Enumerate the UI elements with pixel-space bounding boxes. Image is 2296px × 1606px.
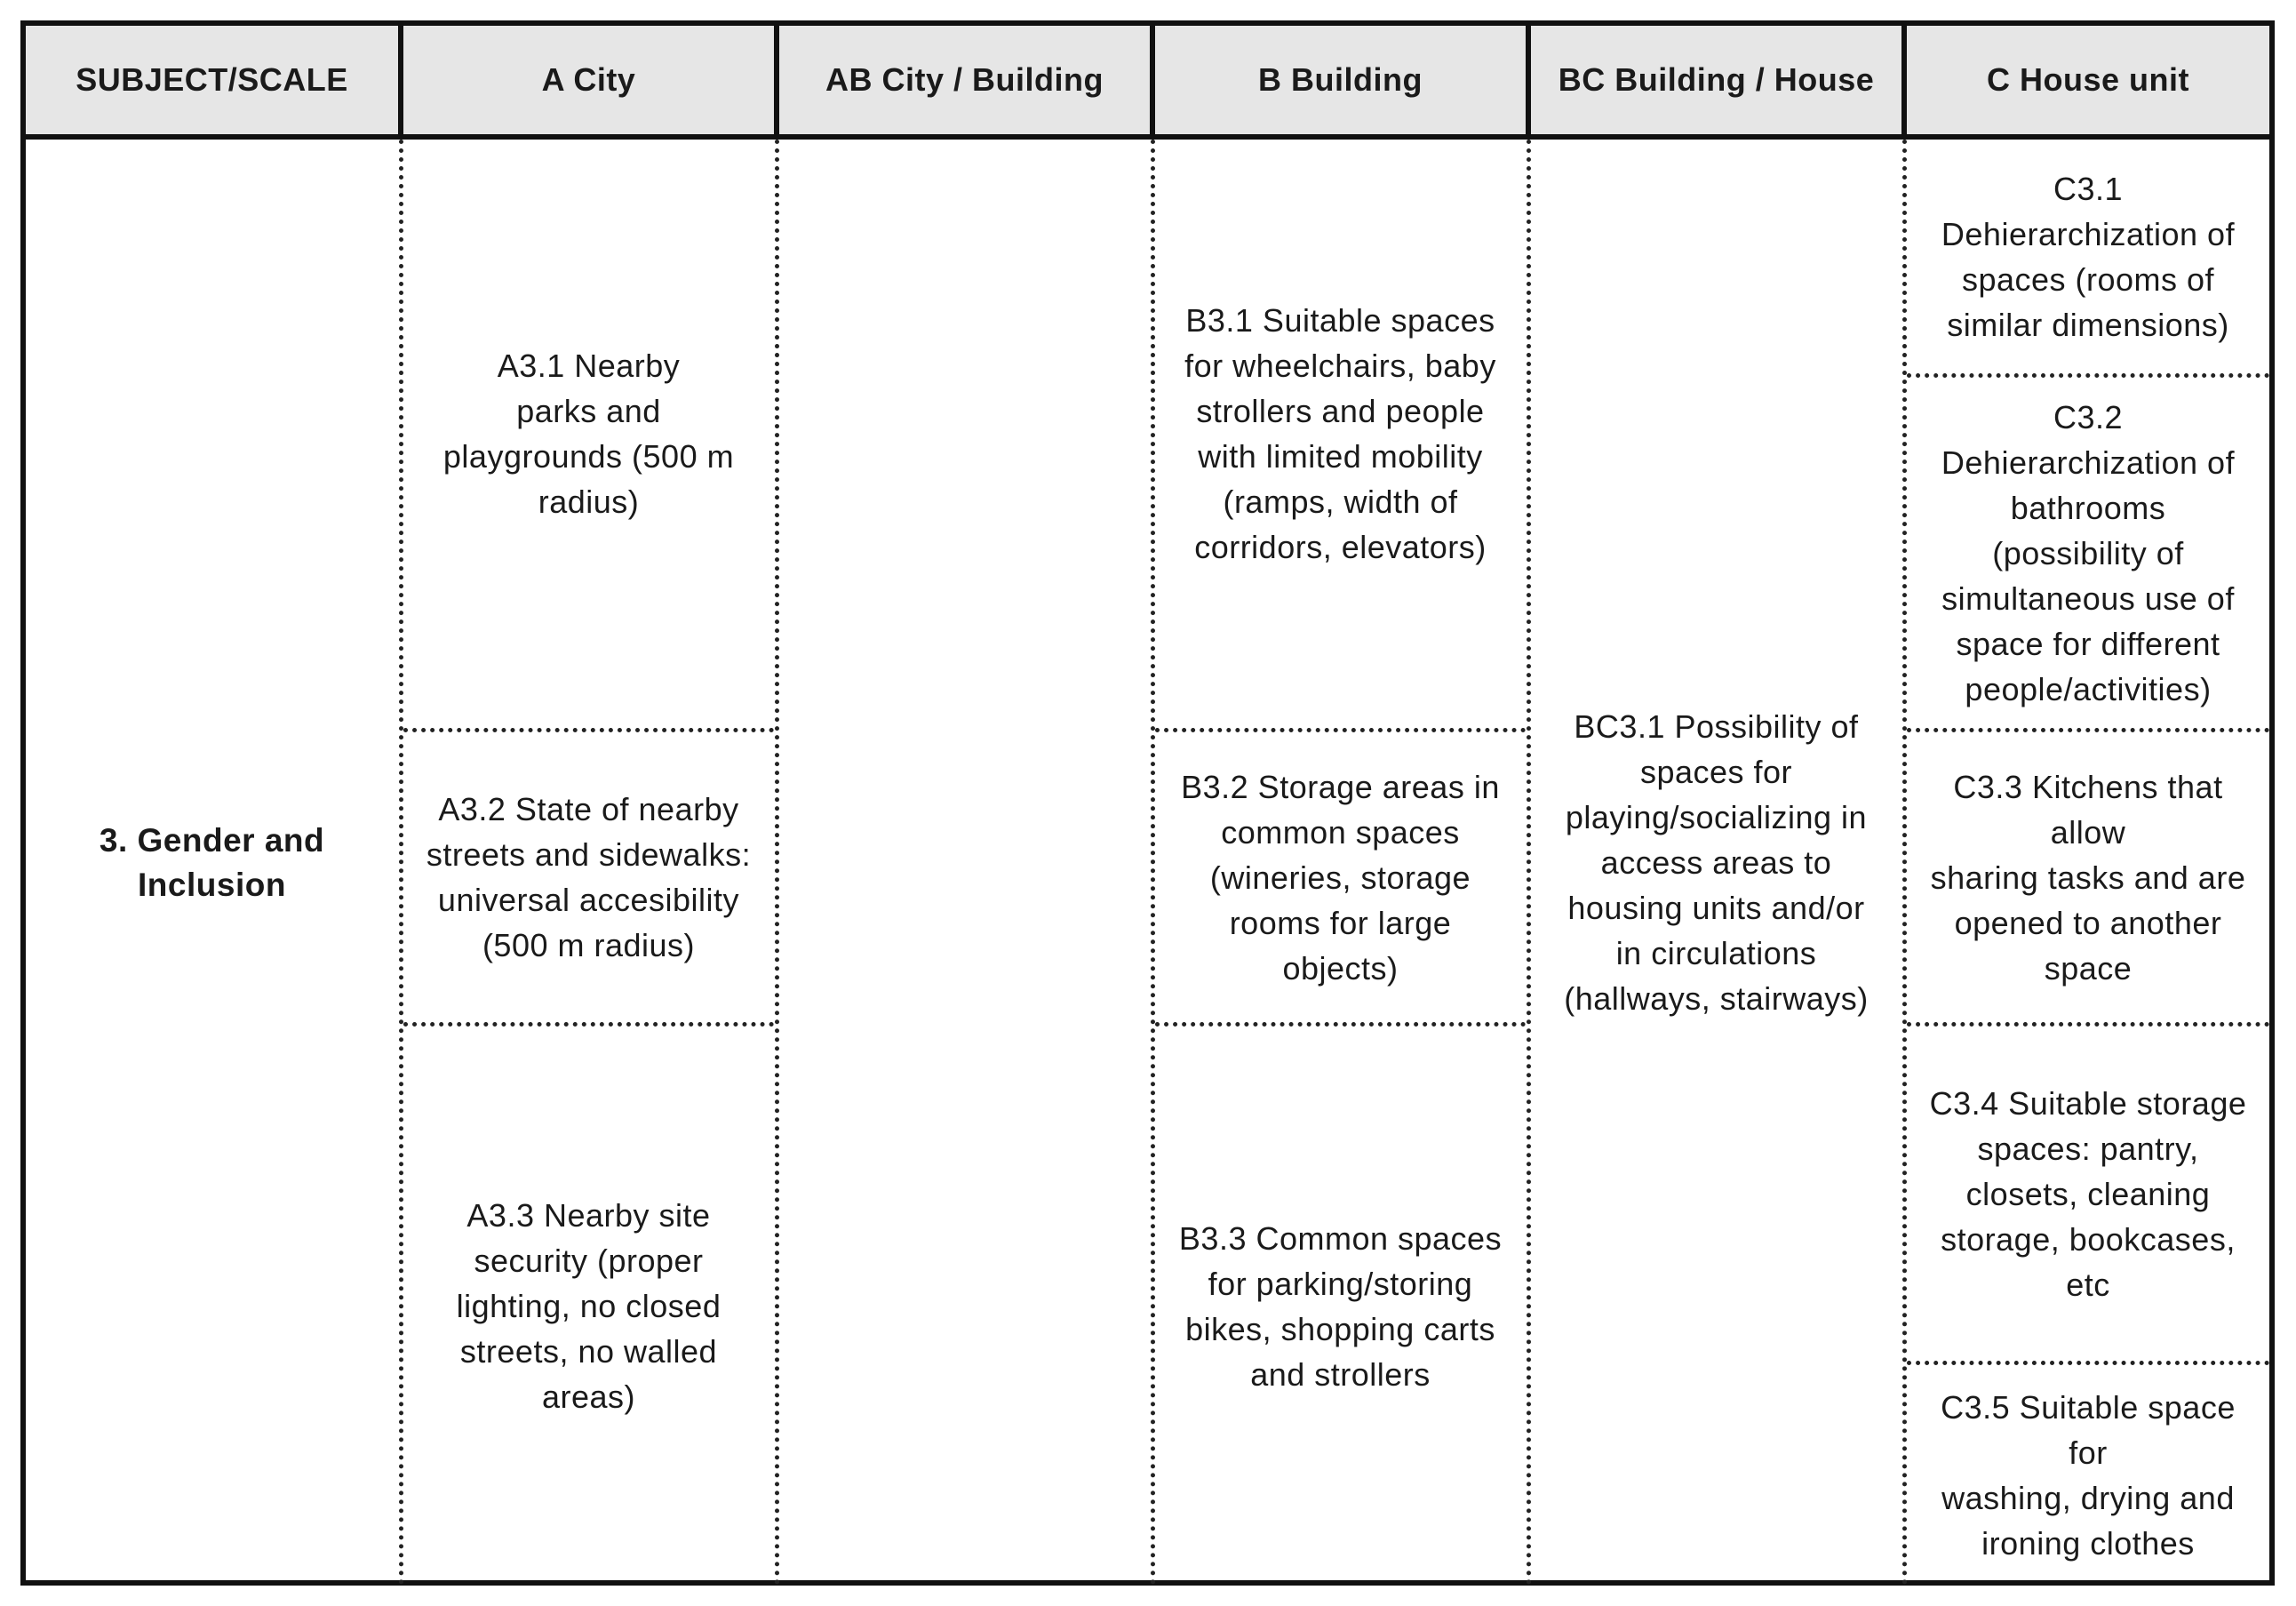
cell-c3-5: C3.5 Suitable space for washing, drying and ironing clothes [1941,1389,2236,1562]
cell-c3-1: C3.1 Dehierarchization of spaces (rooms of similar dimensions) [1941,170,2236,343]
header-subject-scale: SUBJECT/SCALE [76,61,348,98]
cell-bc3-1: BC3.1 Possibility of spaces for playing/socializing in access areas to housing units and/or in circulations (hallways, stairways) [1564,708,1869,1017]
header-a-city: A City [541,61,636,98]
cell-a3-3: A3.3 Nearby site security (proper lighting, no closed streets, no walled areas) [456,1197,721,1415]
cell-c3-4: C3.4 Suitable storage spaces: pantry, closets, cleaning storage, bookcases, etc [1929,1084,2247,1303]
header-ab-city-building: AB City / Building [825,61,1104,98]
header-bc-building-house: BC Building / House [1558,61,1875,98]
subject-cell: 3. Gender and Inclusion [99,821,325,903]
cell-a3-1: A3.1 Nearby parks and playgrounds (500 m radius) [442,348,735,520]
cell-a3-2: A3.2 State of nearby streets and sidewalks: universal accesibility (500 m radius) [426,791,752,963]
cell-b3-2: B3.2 Storage areas in common spaces (wineries, storage rooms for large objects) [1181,768,1500,987]
criteria-table [20,20,2275,1586]
header-b-building: B Building [1258,61,1423,98]
cell-b3-3: B3.3 Common spaces for parking/storing bikes, shopping carts and strollers [1178,1219,1503,1393]
cell-c3-2: C3.2 Dehierarchization of bathrooms (possibility of simultaneous use of space for different people/activities) [1941,398,2236,707]
cell-ab-empty [779,140,1150,1586]
cell-b3-1: B3.1 Suitable spaces for wheelchairs, baby strollers and people with limited mobility (ramps, width of corridors, elevators) [1184,302,1496,565]
header-c-house-unit: C House unit [1987,61,2189,98]
cell-c3-3: C3.3 Kitchens that allow sharing tasks and are opened to another space [1930,768,2246,987]
